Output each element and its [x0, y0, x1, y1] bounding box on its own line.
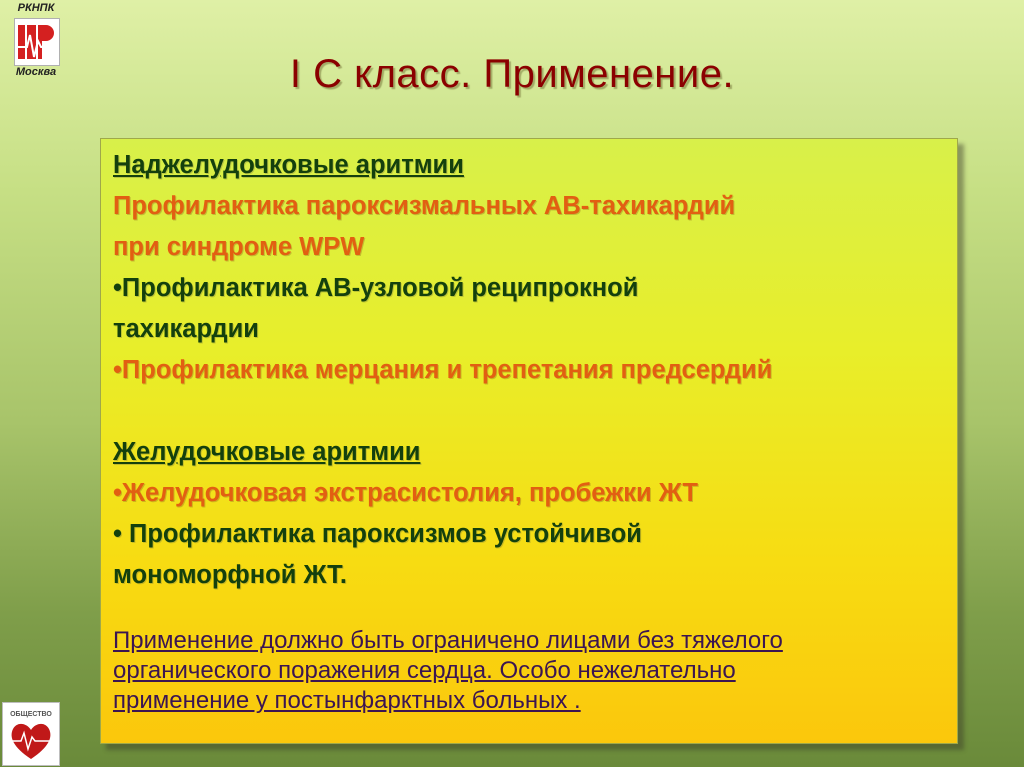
- society-logo-text: ОБЩЕСТВО: [10, 711, 52, 718]
- text-line: тахикардии: [113, 315, 259, 343]
- bullet-item: •Желудочковая экстрасистолия, пробежки ЖТ: [113, 479, 698, 507]
- content-text-block: [113, 145, 949, 716]
- society-logo: [2, 702, 60, 766]
- text-line: Профилактика пароксизмальных АВ-тахикардий: [113, 192, 736, 220]
- logo-org-text: РКНПК: [17, 2, 55, 14]
- note-line: Применение должно быть ограничено лицами без тяжелого: [113, 627, 783, 654]
- text-line: мономорфной ЖТ.: [113, 561, 347, 589]
- logo-city-text: Москва: [15, 66, 57, 78]
- bullet-item: • Профилактика пароксизмов устойчивой: [113, 520, 642, 548]
- section-heading-supraventricular: Наджелудочковые аритмии: [113, 151, 464, 179]
- note-line: применение у постынфарктных больных .: [113, 687, 581, 714]
- bullet-item: •Профилактика мерцания и трепетания предсердий: [113, 356, 773, 384]
- content-panel: [100, 138, 958, 744]
- note-line: органического поражения сердца. Особо нежелательно: [113, 657, 736, 684]
- text-line: при синдроме WPW: [113, 233, 365, 261]
- slide-title: I С класс. Применение.: [289, 52, 735, 96]
- section-heading-ventricular: Желудочковые аритмии: [113, 438, 421, 466]
- bullet-item: •Профилактика АВ-узловой реципрокной: [113, 274, 639, 302]
- heart-logo-icon: [3, 703, 59, 765]
